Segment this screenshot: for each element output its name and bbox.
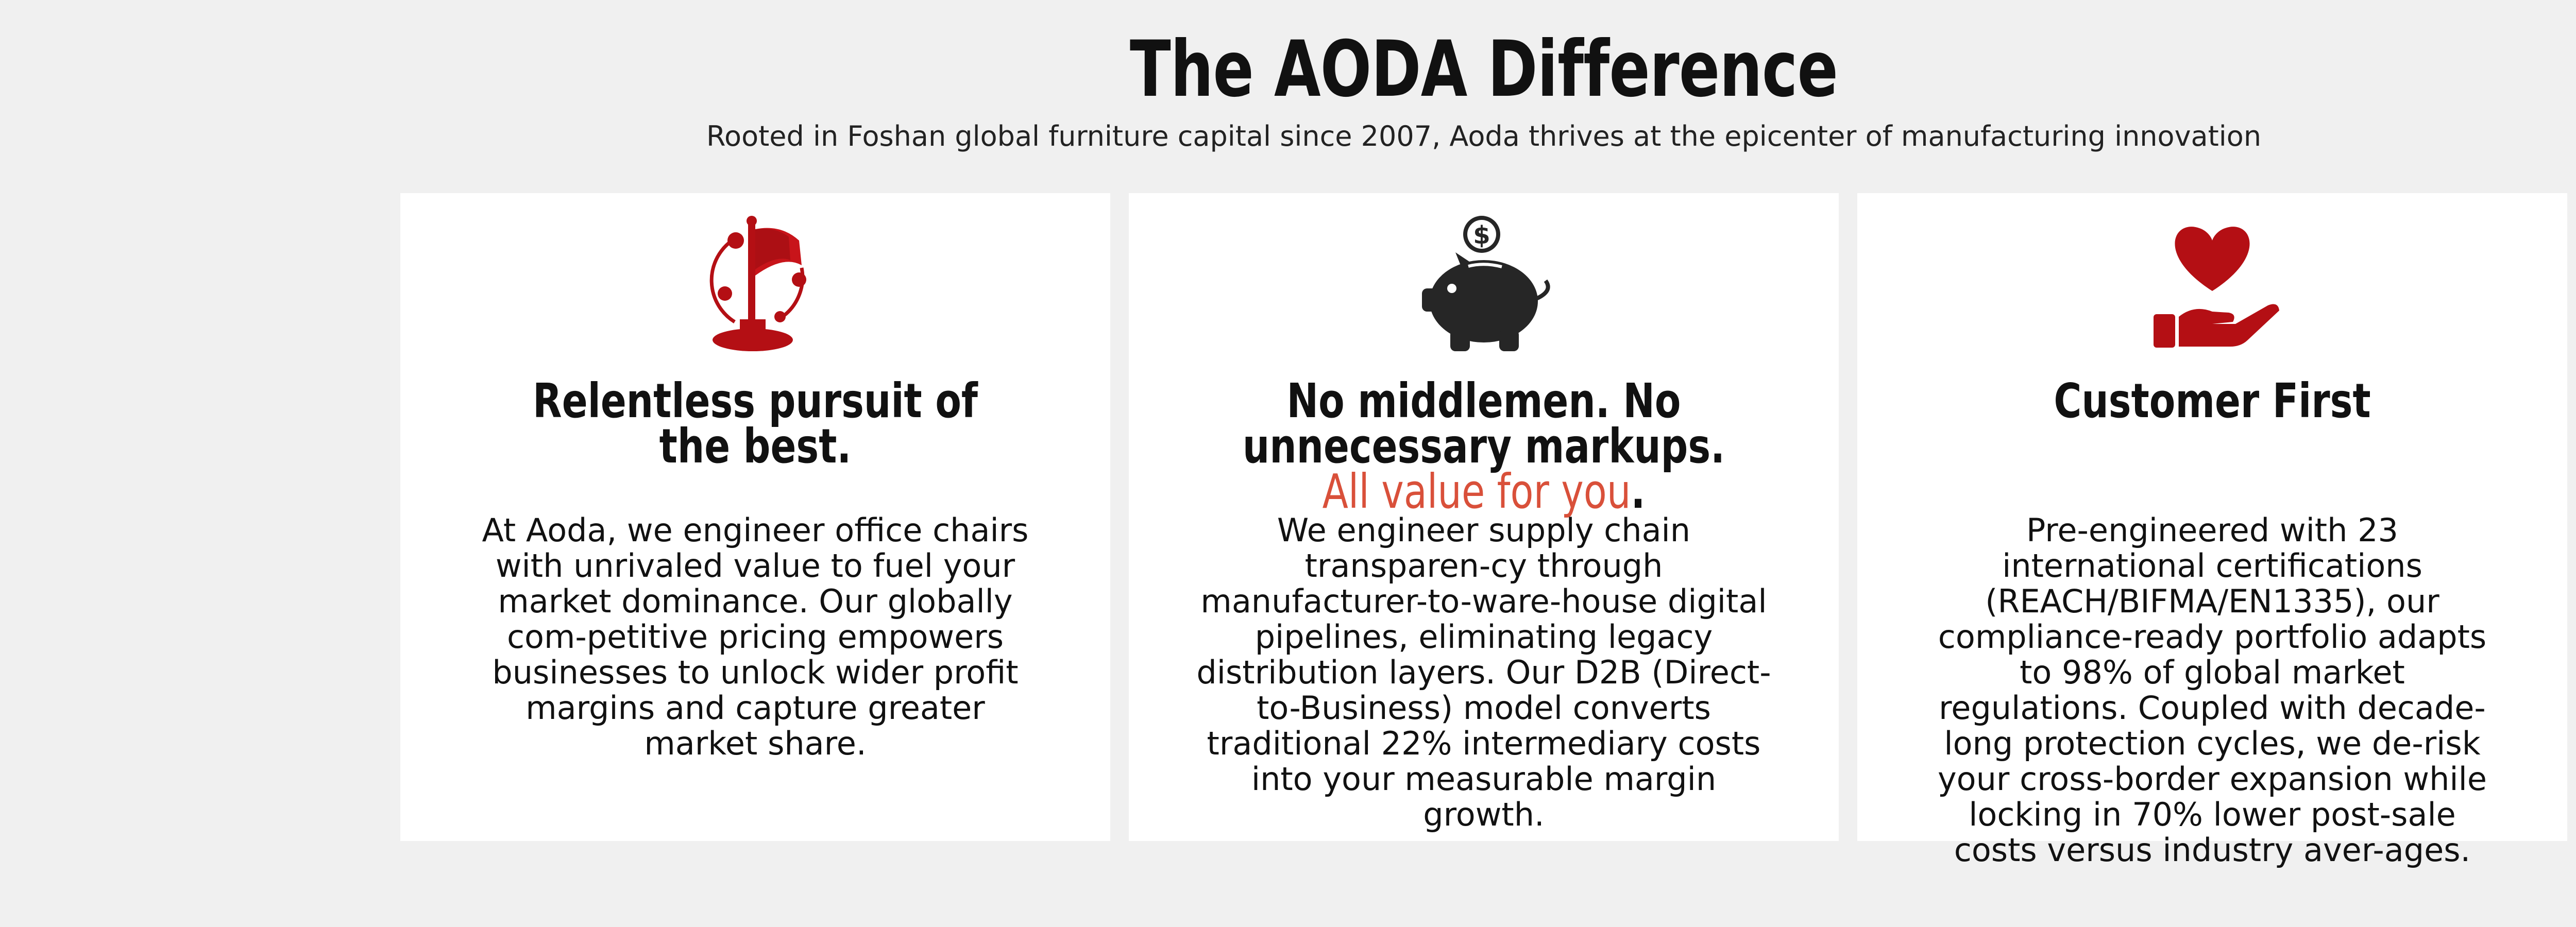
- svg-text:$: $: [1473, 221, 1490, 250]
- flag-icon: [678, 214, 833, 353]
- card-heading-text: No middlemen. No unnecessary markups.: [1242, 373, 1725, 474]
- feature-card-no-middlemen: [1129, 193, 1839, 841]
- card-body: We engineer supply chain transparen-cy through manufacturer-to-ware-house digital pipelines, eliminating legacy distribution layers. Our D2B (Direct-to-Business) model converts traditional 22% intermediary costs into your measurable margin growth.: [1196, 511, 1771, 833]
- card-heading-accent: All value for you: [1322, 464, 1631, 519]
- feature-card-best: [400, 193, 1110, 841]
- page-title: The AODA Difference: [1129, 25, 1838, 114]
- card-body: At Aoda, we engineer office chairs with unrivaled value to fuel your market dominance. Our globally com-petitive pricing empowers businesses to unlock wider profit margins and capture greater market share.: [482, 511, 1029, 762]
- card-heading-end: .: [1631, 464, 1646, 519]
- card-heading: Relentless pursuit of the best.: [533, 373, 978, 474]
- heart-in-hand-icon: [2135, 214, 2290, 353]
- feature-card-customer-first: [1857, 193, 2567, 869]
- card-heading: Customer First: [2054, 373, 2371, 428]
- piggy-bank-icon: [1406, 214, 1561, 353]
- card-heading: [1225, 373, 1743, 519]
- card-body: Pre-engineered with 23 international certifications (REACH/BIFMA/EN1335), our compliance-ready portfolio adapts to 98% of global market regulations. Coupled with decade-long protection cycles, we de-risk your cross-border expansion while locking in 70% lower post-sale costs versus industry aver-ages.: [1937, 511, 2487, 869]
- page-subtitle: Rooted in Foshan global furniture capital since 2007, Aoda thrives at the epicenter of manufacturing innovation: [706, 120, 2262, 152]
